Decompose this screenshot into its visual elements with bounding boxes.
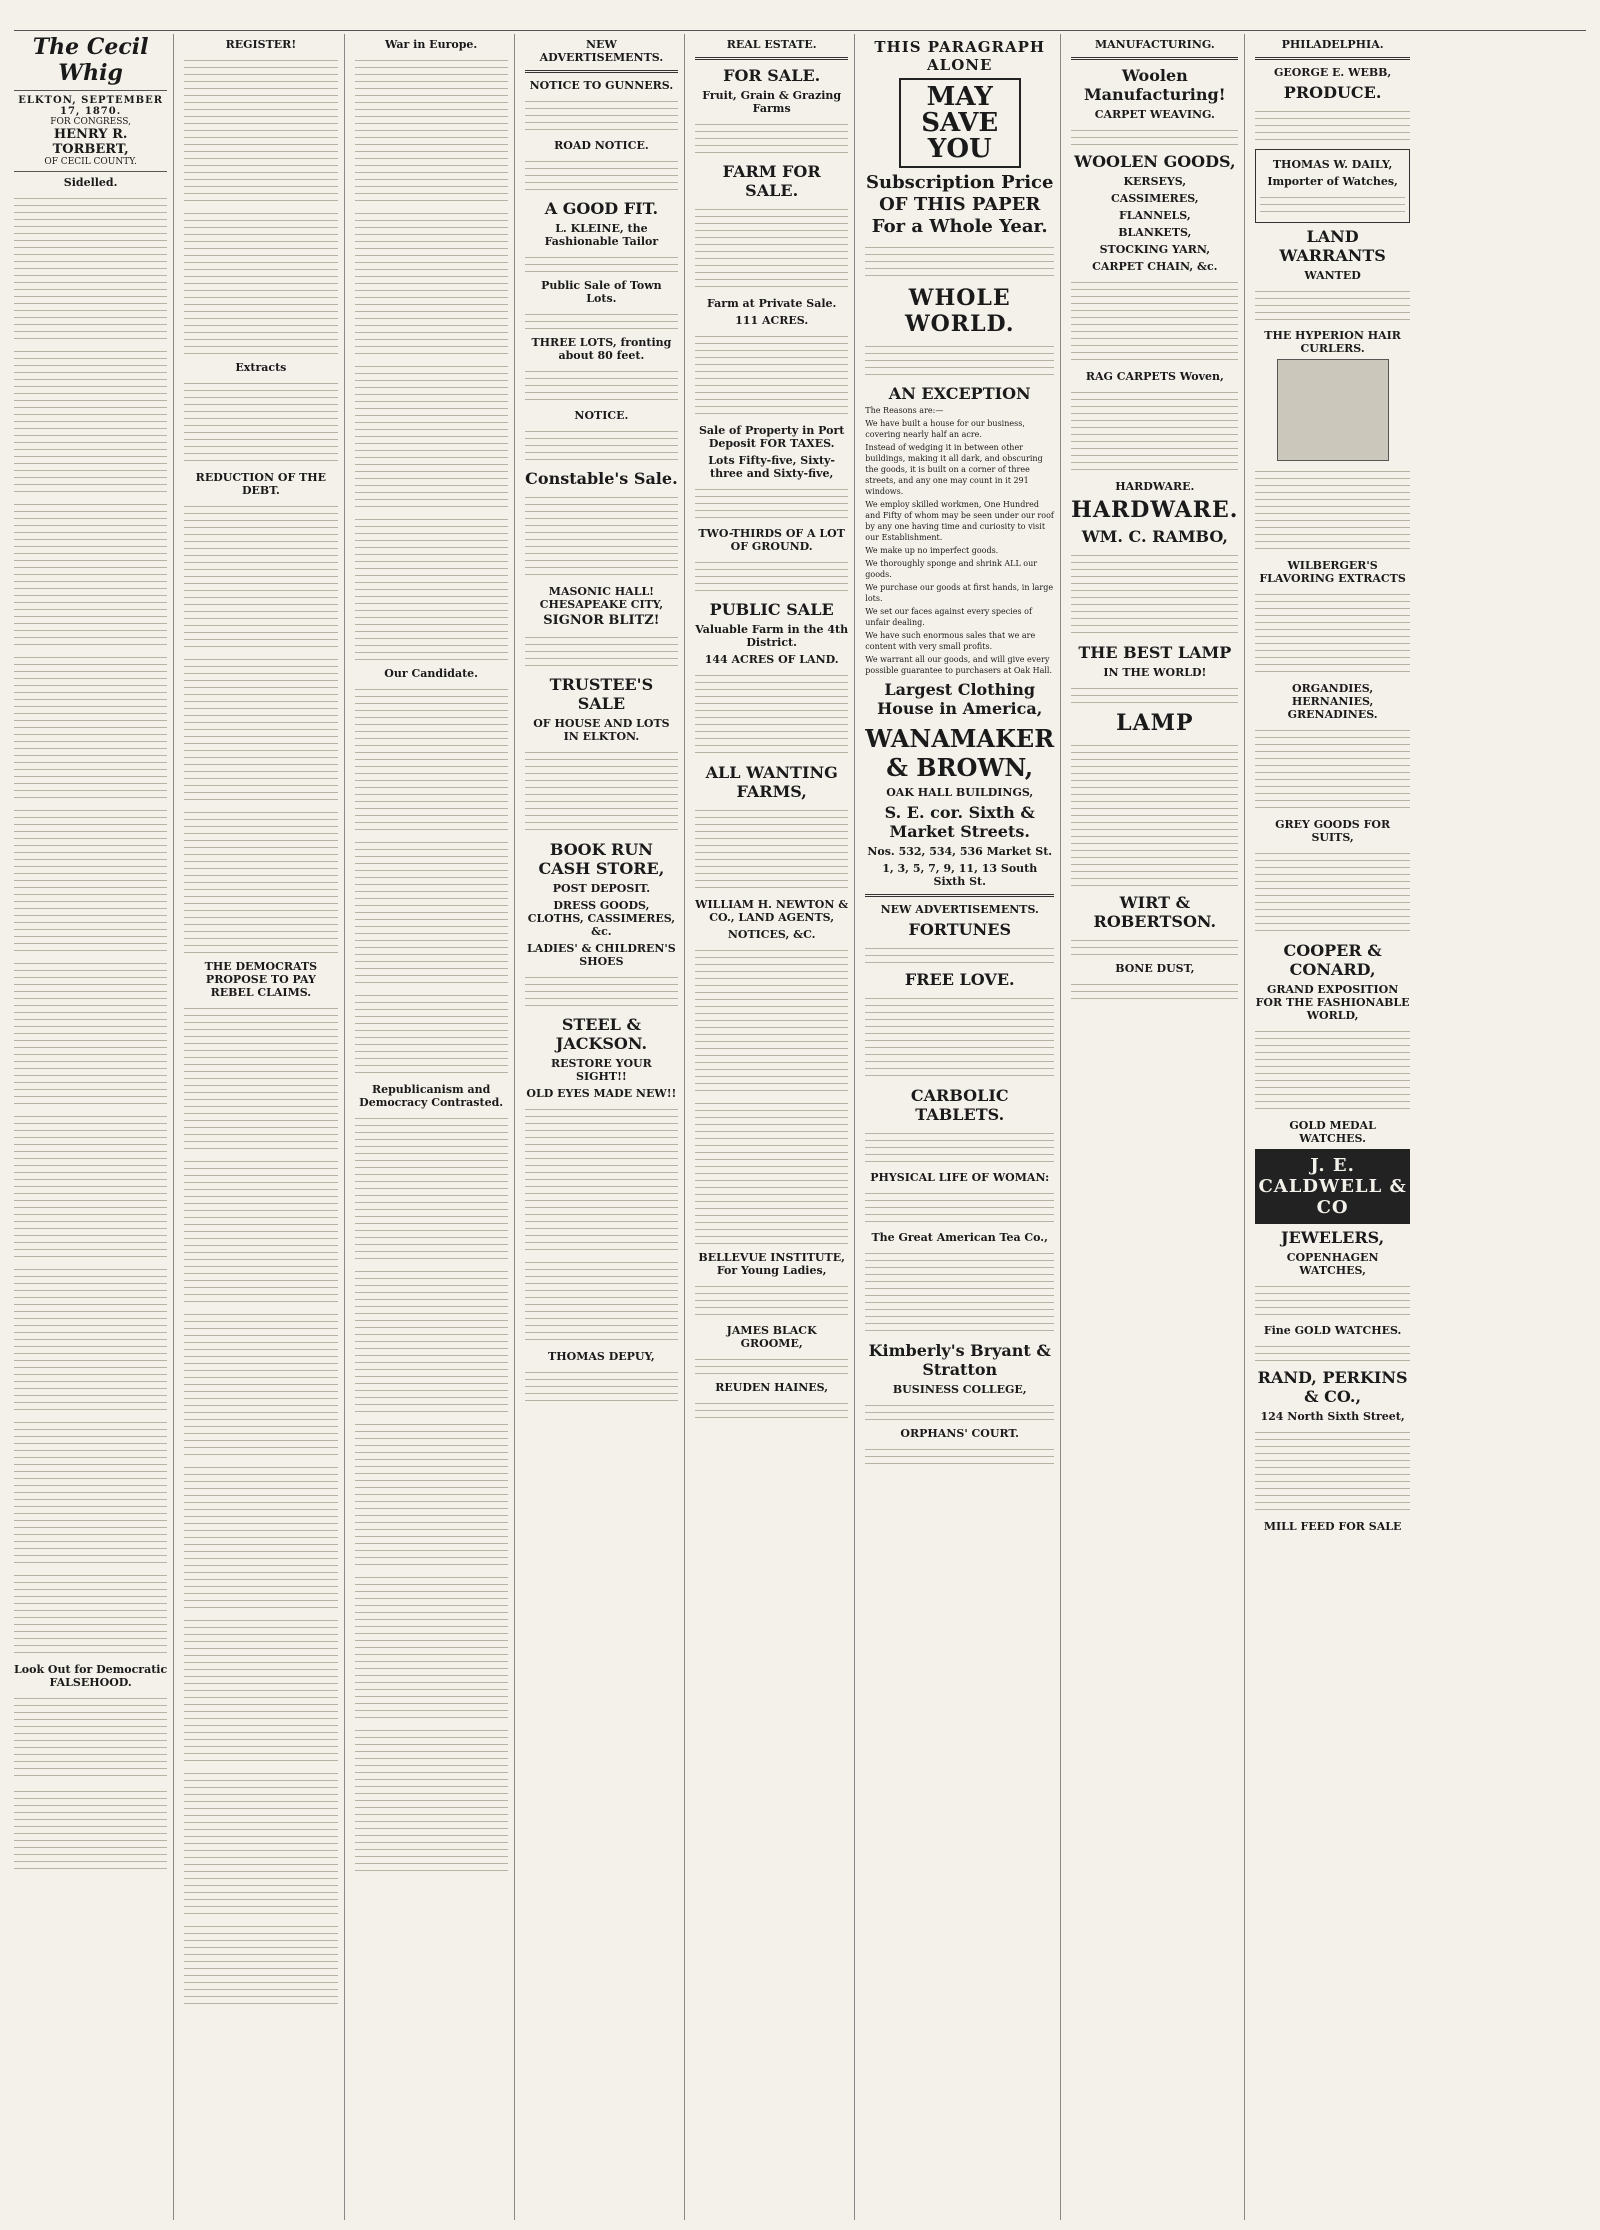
article-heading: REGISTER!	[225, 38, 297, 51]
section-heading: HARDWARE.	[1115, 480, 1195, 493]
ad-heading: LAND WARRANTS	[1279, 227, 1386, 265]
article-text	[184, 500, 337, 650]
ad-heading: IN THE WORLD!	[1103, 666, 1207, 679]
ad-text	[695, 118, 848, 158]
ad-heading: MILL FEED FOR SALE	[1263, 1520, 1402, 1533]
ad-text	[1255, 465, 1409, 555]
article-text	[14, 651, 167, 801]
ad-heading: NOTICE.	[574, 409, 629, 422]
ad-text	[1255, 1340, 1409, 1364]
article-text	[14, 1785, 167, 1875]
ad-text	[865, 992, 1054, 1082]
product-line: KERSEYS,	[1123, 175, 1187, 188]
article-heading: Republicanism and Democracy Contrasted.	[359, 1083, 504, 1109]
ad-text	[865, 1399, 1054, 1423]
ad-text	[525, 491, 678, 581]
masthead-county: OF CECIL COUNTY.	[44, 157, 137, 167]
ad-heading: COOPER & CONARD,	[1283, 941, 1382, 979]
ad-heading: STEEL & JACKSON.	[555, 1015, 648, 1053]
ad-heading: TWO-THIRDS OF A LOT OF GROUND.	[698, 527, 845, 553]
article-text	[355, 513, 508, 663]
ad-heading: THOMAS DEPUY,	[548, 1350, 655, 1363]
ad-heading: 124 North Sixth Street,	[1260, 1410, 1405, 1423]
ad-text	[865, 1443, 1054, 1467]
column-8	[1255, 34, 1415, 2220]
section-heading: NOTICES, &C.	[727, 928, 816, 941]
ad-text	[695, 669, 848, 759]
ad-heading: THREE LOTS, fronting about 80 feet.	[531, 336, 672, 362]
product-line: FLANNELS,	[1118, 209, 1191, 222]
ad-text	[695, 1397, 848, 1421]
ad-text	[1071, 682, 1238, 706]
ad-text	[1255, 105, 1409, 145]
ad-heading: BUSINESS COLLEGE,	[892, 1383, 1027, 1396]
ad-heading: A GOOD FIT.	[544, 199, 659, 218]
ad-heading: 111 ACRES.	[735, 314, 809, 327]
ad-heading: RAND, PERKINS & CO.,	[1257, 1368, 1408, 1406]
article-heading: THE DEMOCRATS PROPOSE TO PAY REBEL CLAIMS.	[204, 960, 318, 999]
ad-heading: 144 ACRES OF LAND.	[704, 653, 839, 666]
article-text	[14, 804, 167, 954]
article-text	[184, 1920, 337, 2010]
reason-2: Instead of wedging it in between other buildings, making it all dark, and obscuring the goods, it is built on a corner of three streets, and any one may count in it 291 windows.	[865, 443, 1043, 496]
ad-heading: WM. C. RAMBO,	[1081, 527, 1228, 546]
article-heading: Sidelled.	[63, 176, 118, 189]
article-text	[14, 1692, 167, 1782]
ad-heading: L. KLEINE, the Fashionable Tailor	[544, 222, 659, 248]
ad-heading: PRODUCE.	[1283, 83, 1382, 102]
article-text	[14, 345, 167, 495]
product-line: STOCKING YARN,	[1099, 243, 1211, 256]
reason-1: We have built a house for our business, covering nearly half an acre.	[865, 419, 1025, 439]
ad-text	[525, 746, 678, 836]
article-heading: Our Candidate.	[384, 667, 478, 680]
article-text	[184, 1002, 337, 1152]
column-5	[695, 34, 855, 2220]
column-1	[14, 34, 174, 2220]
reason-4: We make up no imperfect goods.	[865, 546, 999, 555]
ad-heading: WOOLEN GOODS,	[1074, 152, 1236, 171]
largest-clothing: Largest Clothing House in America,	[877, 680, 1043, 718]
reason-3: We employ skilled workmen, One Hundred and Fifty of whom may be seen under our roof by any one having time and curiosity to visit our Establishment.	[865, 500, 1054, 542]
ad-text	[1260, 191, 1404, 215]
ad-text	[865, 942, 1054, 966]
ad-heading: BONE DUST,	[1115, 962, 1195, 975]
masthead-date: ELKTON, SEPTEMBER 17, 1870.	[18, 95, 164, 117]
ad-text	[525, 95, 678, 135]
ad-text	[525, 1366, 678, 1406]
ad-text	[525, 1256, 678, 1346]
ad-heading: ROAD NOTICE.	[554, 139, 649, 152]
ad-heading: THOMAS W. DAILY,	[1272, 158, 1393, 171]
ad-heading: Fruit, Grain & Grazing Farms	[702, 89, 842, 115]
ad-text	[525, 308, 678, 332]
masthead-title: The Cecil Whig	[32, 34, 149, 86]
ad-heading: WIRT & ROBERTSON.	[1093, 893, 1217, 931]
ad-text	[1255, 724, 1409, 814]
ad-heading: RESTORE YOUR SIGHT!!	[551, 1057, 652, 1083]
subscription-price: Subscription Price	[866, 172, 1054, 193]
ad-text	[525, 155, 678, 195]
article-text	[184, 207, 337, 357]
article-text	[355, 683, 508, 833]
ad-heading: MASONIC HALL! CHESAPEAKE CITY,	[539, 585, 664, 611]
ad-heading: FARM FOR SALE.	[722, 162, 821, 200]
article-text	[355, 1724, 508, 1874]
article-text	[184, 1614, 337, 1764]
ad-heading: Woolen Manufacturing!	[1083, 66, 1226, 104]
corner-streets: S. E. cor. Sixth & Market Streets.	[884, 803, 1035, 841]
ad-text	[525, 971, 678, 1011]
article-heading: Extracts	[235, 361, 287, 374]
ad-text	[695, 1097, 848, 1247]
ad-heading: ALL WANTING FARMS,	[705, 763, 838, 801]
article-text	[355, 1265, 508, 1415]
ad-text	[1255, 285, 1409, 325]
of-this-paper: OF THIS PAPER	[879, 194, 1041, 215]
ad-text	[1255, 847, 1409, 937]
ad-text	[695, 1353, 848, 1377]
ad-heading: Importer of Watches,	[1267, 175, 1398, 188]
ad-heading: Sale of Property in Port Deposit FOR TAXES.	[698, 424, 845, 450]
reason-8: We have such enormous sales that we are content with very small profits.	[865, 631, 1036, 651]
article-text	[355, 1112, 508, 1262]
ad-heading: GRAND EXPOSITION FOR THE FASHIONABLE WORLD,	[1255, 983, 1410, 1022]
ad-text	[865, 1187, 1054, 1227]
article-text	[14, 957, 167, 1107]
section-heading: PHILADELPHIA.	[1281, 38, 1384, 51]
ad-heading: Constable's Sale.	[525, 469, 678, 488]
article-text	[355, 1418, 508, 1568]
ad-heading: HARDWARE.	[1071, 497, 1239, 523]
watch-ad	[1255, 149, 1409, 223]
ad-text	[1255, 1025, 1409, 1115]
caldwell-banner: J. E. CALDWELL & CO	[1255, 1149, 1409, 1224]
ad-heading: Valuable Farm in the 4th District.	[695, 623, 849, 649]
ad-heading: OF HOUSE AND LOTS IN ELKTON.	[533, 717, 670, 743]
reasons-heading: The Reasons are:—	[865, 406, 944, 415]
article-text	[184, 653, 337, 803]
columns	[14, 34, 1586, 2220]
column-2	[184, 34, 344, 2220]
ad-heading: BELLEVUE INSTITUTE, For Young Ladies,	[698, 1251, 845, 1277]
product-line: CASSIMERES,	[1111, 192, 1199, 205]
ad-text	[695, 1280, 848, 1320]
article-text	[14, 1569, 167, 1659]
product-line: BLANKETS,	[1118, 226, 1192, 239]
reason-5: We thoroughly sponge and shrink ALL our goods.	[865, 559, 1038, 579]
ad-heading: FREE LOVE.	[904, 970, 1015, 989]
column-7	[1071, 34, 1245, 2220]
ad-heading: THE HYPERION HAIR CURLERS.	[1264, 329, 1401, 355]
ad-heading: Kimberly's Bryant & Stratton	[868, 1341, 1051, 1379]
ad-text	[525, 1103, 678, 1253]
article-text	[355, 54, 508, 204]
ad-heading: WILLIAM H. NEWTON & CO., LAND AGENTS,	[695, 898, 849, 924]
ad-heading: LAMP	[1116, 710, 1194, 736]
ad-heading: THE BEST LAMP	[1078, 643, 1232, 662]
portrait-illustration	[1277, 359, 1389, 461]
masthead	[14, 34, 167, 167]
ad-heading: CARPET WEAVING.	[1094, 108, 1215, 121]
ad-heading: WILBERGER'S FLAVORING EXTRACTS	[1259, 559, 1406, 585]
ad-banner: THIS PARAGRAPH ALONE	[874, 38, 1046, 74]
ad-heading: GOLD MEDAL WATCHES.	[1289, 1119, 1376, 1145]
article-text	[184, 1767, 337, 1917]
masthead-for-congress: FOR CONGRESS,	[50, 117, 131, 127]
ad-text	[695, 944, 848, 1094]
article-text	[14, 1416, 167, 1566]
for-a-whole-year: For a Whole Year.	[871, 216, 1048, 237]
article-text	[184, 1308, 337, 1458]
ad-heading: Public Sale of Town Lots.	[541, 279, 662, 305]
article-text	[14, 1110, 167, 1260]
ad-text	[525, 631, 678, 671]
article-text	[184, 1461, 337, 1611]
article-text	[184, 54, 337, 204]
oak-hall: OAK HALL BUILDINGS,	[886, 786, 1034, 799]
section-heading: NEW ADVERTISEMENTS.	[539, 38, 664, 64]
ad-heading: BOOK RUN CASH STORE,	[538, 840, 665, 878]
article-heading: War in Europe.	[385, 38, 478, 51]
ad-heading: PHYSICAL LIFE OF WOMAN:	[870, 1171, 1050, 1184]
ad-heading: ORGANDIES, HERNANIES, GRENADINES.	[1287, 682, 1378, 721]
ad-text	[1071, 934, 1238, 958]
article-text	[355, 207, 508, 357]
ad-text	[695, 203, 848, 293]
article-heading: REDUCTION OF THE DEBT.	[195, 471, 327, 497]
ad-text	[525, 365, 678, 405]
article-heading: Look Out for Democratic FALSEHOOD.	[14, 1663, 168, 1689]
market-numbers: Nos. 532, 534, 536 Market St.	[867, 845, 1053, 858]
ad-text	[1255, 1280, 1409, 1320]
whole-world: WHOLE WORLD.	[904, 285, 1015, 337]
article-text	[14, 498, 167, 648]
article-text	[14, 192, 167, 342]
wanamaker-brown: WANAMAKER & BROWN,	[865, 724, 1055, 782]
article-text	[355, 360, 508, 510]
ad-text	[695, 556, 848, 596]
masthead-candidate: HENRY R. TORBERT,	[52, 127, 129, 157]
ad-heading: OLD EYES MADE NEW!!	[526, 1087, 677, 1100]
reason-6: We purchase our goods at first hands, in large lots.	[865, 583, 1054, 603]
ad-heading: LADIES' & CHILDREN'S SHOES	[527, 942, 676, 968]
article-text	[14, 1263, 167, 1413]
ad-heading: GREY GOODS FOR SUITS,	[1275, 818, 1391, 844]
ad-heading: SIGNOR BLITZ!	[543, 613, 660, 628]
article-text	[355, 1571, 508, 1721]
ad-heading: PUBLIC SALE	[709, 600, 834, 619]
may-save-you: MAY SAVE YOU	[899, 78, 1021, 168]
ad-heading: COPENHAGEN WATCHES,	[1286, 1251, 1379, 1277]
column-3	[355, 34, 515, 2220]
ad-text	[525, 251, 678, 275]
ad-text	[1255, 1426, 1409, 1516]
ad-heading: JAMES BLACK GROOME,	[726, 1324, 817, 1350]
ad-text	[865, 1247, 1054, 1337]
an-exception: AN EXCEPTION	[888, 384, 1031, 403]
ad-text	[1071, 124, 1238, 148]
ad-text	[1071, 276, 1238, 366]
column-6	[865, 34, 1061, 2220]
ad-heading: GEORGE E. WEBB,	[1273, 66, 1392, 79]
ad-text	[1255, 588, 1409, 678]
ad-heading: CARBOLIC TABLETS.	[910, 1086, 1009, 1124]
ad-heading: POST DEPOSIT.	[552, 882, 651, 895]
section-heading: NEW ADVERTISEMENTS.	[880, 903, 1039, 916]
ad-heading: WANTED	[1304, 269, 1361, 282]
ad-heading: FORTUNES	[908, 920, 1011, 939]
ad-heading: ORPHANS' COURT.	[900, 1427, 1020, 1440]
ad-text	[695, 483, 848, 523]
ad-text	[1071, 739, 1238, 889]
ad-heading: The Great American Tea Co.,	[871, 1231, 1048, 1244]
ad-text	[865, 241, 1054, 281]
sixth-numbers: 1, 3, 5, 7, 9, 11, 13 South Sixth St.	[882, 862, 1038, 888]
ad-text	[525, 425, 678, 465]
ad-text	[1071, 978, 1238, 1002]
ad-heading: FOR SALE.	[723, 66, 821, 85]
ad-text	[695, 330, 848, 420]
ad-heading: Fine GOLD WATCHES.	[1263, 1324, 1402, 1337]
column-4	[525, 34, 685, 2220]
section-heading: MANUFACTURING.	[1094, 38, 1215, 51]
ad-heading: NOTICE TO GUNNERS.	[529, 79, 674, 92]
ad-heading: JEWELERS,	[1280, 1228, 1385, 1247]
article-text	[355, 836, 508, 986]
section-heading: REAL ESTATE.	[726, 38, 817, 51]
ad-text	[1071, 386, 1238, 476]
ad-text	[695, 804, 848, 894]
ad-text	[1071, 549, 1238, 639]
page-top-rule	[14, 10, 1586, 31]
ad-heading: DRESS GOODS, CLOTHS, CASSIMERES, &c.	[527, 899, 676, 938]
product-line: CARPET CHAIN, &c.	[1092, 260, 1218, 273]
ad-heading: RAG CARPETS Woven,	[1085, 370, 1224, 383]
article-text	[184, 806, 337, 956]
article-text	[184, 377, 337, 467]
ad-heading: Farm at Private Sale.	[706, 297, 837, 310]
ad-heading: REUDEN HAINES,	[715, 1381, 829, 1394]
ad-heading: TRUSTEE'S SALE	[549, 675, 654, 713]
reason-9: We warrant all our goods, and will give every possible guarantee to purchasers at Oak Hall.	[865, 655, 1052, 675]
ad-text	[865, 340, 1054, 380]
article-text	[184, 1155, 337, 1305]
article-text	[355, 989, 508, 1079]
ad-text	[865, 1127, 1054, 1167]
ad-heading: Lots Fifty-five, Sixty-three and Sixty-five,	[708, 454, 835, 480]
reason-7: We set our faces against every species of unfair dealing.	[865, 607, 1032, 627]
